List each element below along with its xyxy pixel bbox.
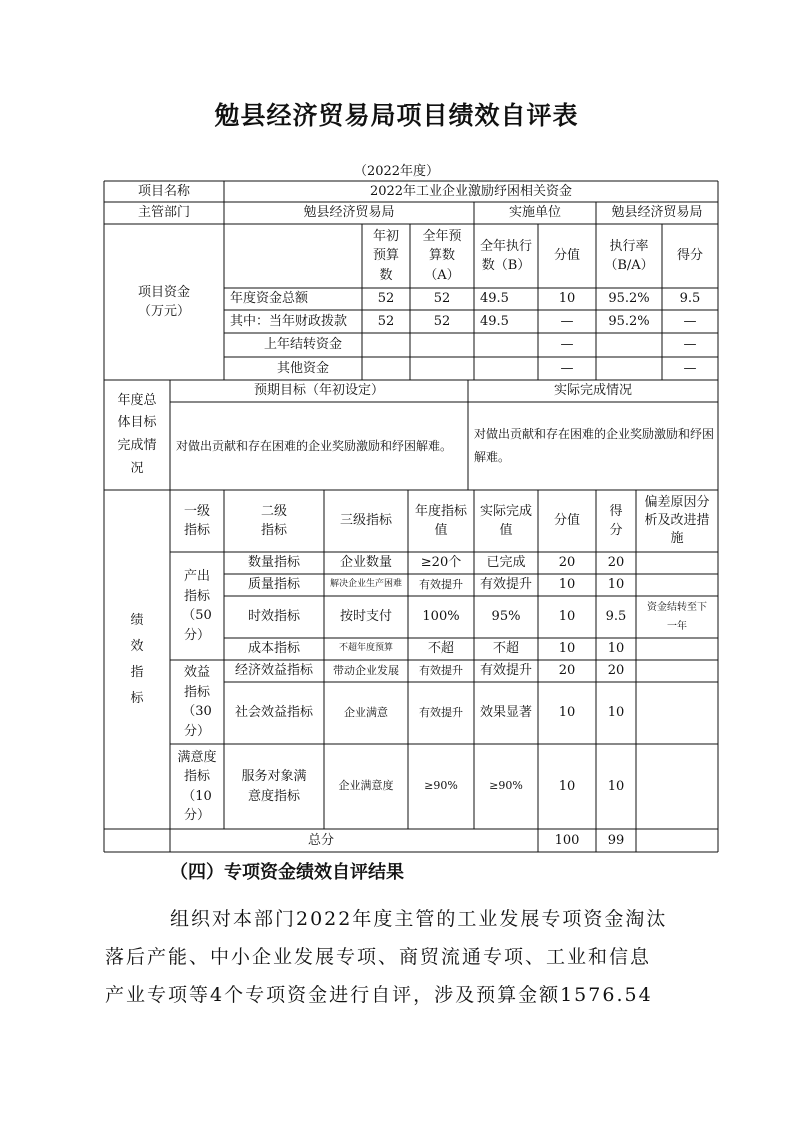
col-value: 分值 [553, 513, 580, 529]
total-score: 99 [607, 832, 625, 848]
funds-label: 项目资金（万元） [137, 284, 190, 319]
actual-cell: 有效提升 [479, 577, 532, 593]
col-score: 得分 [609, 503, 623, 538]
note-cell: 资金结转至下一年 [647, 602, 707, 632]
col-initial-budget: 年初预算数 [372, 228, 399, 283]
level2-cell: 社会效益指标 [234, 705, 313, 721]
level3-cell: 解决企业生产困难 [329, 579, 402, 590]
paragraph-line: 组织对本部门2022年度主管的工业发展专项资金淘汰 [170, 908, 668, 930]
score-cell: 10 [607, 577, 625, 593]
dept-value: 勉县经济贸易局 [303, 205, 395, 221]
group-output: 产出指标（50分） [182, 569, 212, 643]
total-label: 总分 [307, 832, 334, 848]
fund-row-annual: 52 [433, 313, 451, 329]
value-cell: 10 [558, 705, 576, 721]
actual-cell: 不超 [492, 641, 519, 657]
fund-row-score-value: — [560, 360, 574, 376]
total-value: 100 [554, 832, 580, 848]
value-cell: 20 [558, 555, 576, 571]
target-cell: ≥20个 [420, 555, 462, 571]
actual-goal-label: 实际完成情况 [553, 383, 632, 399]
col-target: 年度指标值 [414, 503, 467, 538]
target-cell: 不超 [427, 641, 454, 657]
group-benefit: 效益指标（30分） [182, 665, 212, 739]
level3-cell: 不超年度预算 [338, 643, 393, 654]
score-cell: 10 [607, 705, 625, 721]
fund-row-score: 9.5 [679, 291, 701, 307]
level3-cell: 企业满意度 [338, 779, 394, 793]
target-cell: 有效提升 [419, 705, 463, 719]
dept-label: 主管部门 [137, 205, 190, 221]
actual-cell: 已完成 [486, 555, 526, 571]
project-name: 2022年工业企业激励纾困相关资金 [369, 183, 573, 199]
fund-row-rate: 95.2% [608, 291, 650, 307]
fund-row-score-value: — [560, 313, 574, 329]
fund-row-initial: 52 [377, 313, 395, 329]
expected-goal-text: 对做出贡献和存在困难的企业奖励激励和纾困解难。 [176, 439, 453, 453]
goals-label: 年度总体目标完成情况 [117, 392, 157, 476]
fund-row-executed: 49.5 [480, 313, 509, 329]
col-score: 得分 [676, 248, 703, 264]
score-cell: 10 [607, 641, 625, 657]
fund-row-name: 上年结转资金 [263, 337, 342, 353]
expected-goal-label: 预期目标（年初设定） [253, 383, 384, 399]
score-cell: 9.5 [605, 609, 627, 625]
col-level1: 一级指标 [183, 503, 210, 538]
level2-cell: 数量指标 [247, 555, 300, 571]
target-cell: 100% [422, 609, 460, 625]
value-cell: 10 [558, 609, 576, 625]
col-exec-rate: 执行率（B/A） [604, 238, 654, 273]
level3-cell: 企业数量 [339, 555, 392, 571]
col-level2: 二级指标 [260, 503, 287, 538]
fund-row-executed: 49.5 [480, 291, 509, 307]
fund-row-name: 年度资金总额 [230, 291, 309, 307]
col-note: 偏差原因分析及改进措施 [644, 494, 710, 547]
fund-row-score: — [683, 337, 697, 353]
fund-row-initial: 52 [377, 291, 395, 307]
paragraph-line: 落后产能、中小企业发展专项、商贸流通专项、工业和信息 [105, 946, 652, 968]
project-name-label: 项目名称 [137, 183, 190, 199]
actual-cell: 效果显著 [479, 705, 532, 721]
impl-label: 实施单位 [508, 205, 561, 221]
target-cell: ≥90% [424, 779, 458, 793]
actual-goal-text: 对做出贡献和存在困难的企业奖励激励和纾困解难。 [474, 427, 715, 464]
score-cell: 20 [607, 663, 625, 679]
level3-cell: 按时支付 [339, 609, 392, 625]
score-cell: 20 [607, 555, 625, 571]
fund-row-score: — [683, 313, 697, 329]
actual-cell: 有效提升 [479, 663, 532, 679]
year-label: （2022年度） [353, 164, 440, 179]
fund-row-rate: 95.2% [608, 313, 650, 329]
level2-cell: 经济效益指标 [234, 663, 313, 679]
col-level3: 三级指标 [339, 513, 392, 529]
group-satisfaction: 满意度指标（10分） [177, 749, 217, 823]
level2-cell: 成本指标 [247, 641, 300, 657]
value-cell: 10 [558, 577, 576, 593]
level2-cell: 质量指标 [247, 577, 300, 593]
fund-row-score: — [683, 360, 697, 376]
indicators-label: 绩效指标 [130, 612, 144, 706]
page-title: 勉县经济贸易局项目绩效自评表 [214, 101, 579, 130]
value-cell: 20 [558, 663, 576, 679]
actual-cell: ≥90% [489, 779, 523, 793]
fund-row-name: 其中：当年财政拨款 [230, 313, 348, 329]
section-heading: （四）专项资金绩效自评结果 [170, 862, 404, 883]
paragraph-line: 产业专项等4个专项资金进行自评，涉及预算金额1576.54 [105, 984, 653, 1006]
target-cell: 有效提升 [419, 577, 463, 591]
col-score-value: 分值 [553, 248, 580, 264]
level3-cell: 带动企业发展 [333, 663, 399, 677]
col-actual: 实际完成值 [480, 503, 533, 538]
level2-cell: 时效指标 [247, 609, 300, 625]
level3-cell: 企业满意 [344, 705, 388, 719]
value-cell: 10 [558, 778, 576, 794]
col-annual-budget: 全年预算数（A） [422, 228, 462, 283]
fund-row-score-value: — [560, 337, 574, 353]
level2-cell: 服务对象满意度指标 [241, 769, 307, 804]
fund-row-annual: 52 [433, 291, 451, 307]
actual-cell: 95% [491, 609, 521, 625]
target-cell: 有效提升 [419, 663, 463, 677]
value-cell: 10 [558, 641, 576, 657]
impl-value: 勉县经济贸易局 [611, 205, 703, 221]
fund-row-name: 其他资金 [276, 360, 329, 376]
score-cell: 10 [607, 778, 625, 794]
fund-row-score-value: 10 [558, 291, 576, 307]
col-executed: 全年执行数（B） [479, 238, 532, 273]
